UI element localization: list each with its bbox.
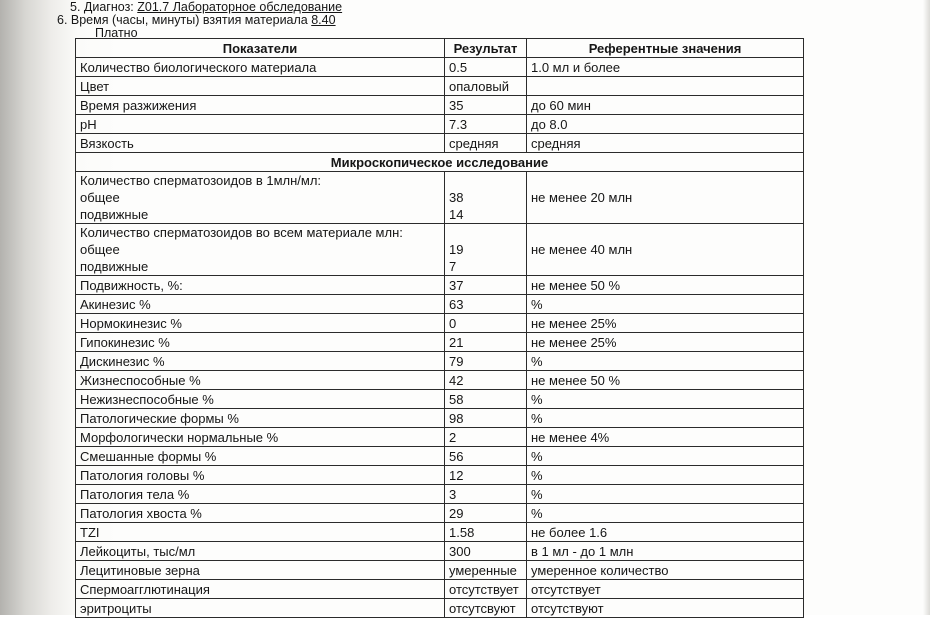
reference-cell — [527, 77, 804, 96]
result-cell: 79 — [445, 352, 527, 371]
table-row — [76, 523, 804, 542]
cell-line: 38 — [449, 190, 464, 205]
indicator-cell: Лецитиновые зерна — [76, 561, 445, 580]
table-row — [76, 466, 804, 485]
result-cell: отсутсвуют — [445, 599, 527, 618]
indicator-cell: pH — [76, 115, 445, 134]
reference-cell: не менее 40 млн — [527, 224, 804, 276]
indicator-cell: Акинезис % — [76, 295, 445, 314]
table-row — [76, 561, 804, 580]
indicator-cell: Цвет — [76, 77, 445, 96]
reference-cell: 1.0 мл и более — [527, 58, 804, 77]
reference-cell: % — [527, 409, 804, 428]
indicator-cell: Гипокинезис % — [76, 333, 445, 352]
material-time-line — [57, 14, 342, 27]
reference-cell: не менее 25% — [527, 314, 804, 333]
indicator-cell: Подвижность, %: — [76, 276, 445, 295]
result-cell: 98 — [445, 409, 527, 428]
reference-cell: отсутствует — [527, 580, 804, 599]
results-table-body — [76, 58, 804, 618]
indicator-cell: Нежизнеспособные % — [76, 390, 445, 409]
reference-cell: % — [527, 352, 804, 371]
reference-cell: % — [527, 466, 804, 485]
reference-cell: не более 1.6 — [527, 523, 804, 542]
indicator-cell: Патология хвоста % — [76, 504, 445, 523]
indicator-cell: Вязкость — [76, 134, 445, 153]
column-header-reference: Референтные значения — [527, 39, 804, 58]
table-row — [76, 134, 804, 153]
document-header — [57, 1, 342, 40]
table-row — [76, 58, 804, 77]
table-row — [76, 276, 804, 295]
indicator-cell: TZI — [76, 523, 445, 542]
result-cell: 56 — [445, 447, 527, 466]
indicator-cell: Жизнеспособные % — [76, 371, 445, 390]
reference-cell: % — [527, 447, 804, 466]
reference-cell: не менее 25% — [527, 333, 804, 352]
diagnosis-label: 5. Диагноз: — [70, 0, 134, 14]
reference-cell: не менее 4% — [527, 428, 804, 447]
table-row — [76, 333, 804, 352]
result-cell — [445, 224, 527, 276]
indicator-cell: Количество биологического материала — [76, 58, 445, 77]
table-header-row — [76, 39, 804, 58]
indicator-cell: Морфологически нормальные % — [76, 428, 445, 447]
result-cell: 300 — [445, 542, 527, 561]
reference-cell: до 8.0 — [527, 115, 804, 134]
result-cell: 7.3 — [445, 115, 527, 134]
reference-cell: % — [527, 485, 804, 504]
table-row — [76, 580, 804, 599]
result-cell: 12 — [445, 466, 527, 485]
diagnosis-value: Z01.7 Лабораторное обследование — [137, 0, 343, 14]
result-cell: 0 — [445, 314, 527, 333]
table-row — [76, 428, 804, 447]
column-header-indicators: Показатели — [76, 39, 445, 58]
table-row — [76, 390, 804, 409]
table-row — [76, 542, 804, 561]
section-header: Микроскопическое исследование — [76, 153, 804, 172]
result-cell: 58 — [445, 390, 527, 409]
table-row — [76, 352, 804, 371]
cell-line: общее — [80, 190, 120, 205]
reference-cell: не менее 50 % — [527, 371, 804, 390]
result-cell: средняя — [445, 134, 527, 153]
reference-cell: % — [527, 390, 804, 409]
result-cell: 1.58 — [445, 523, 527, 542]
cell-line — [449, 172, 522, 189]
result-cell: 0.5 — [445, 58, 527, 77]
indicator-cell: Лейкоциты, тыс/мл — [76, 542, 445, 561]
column-header-result: Результат — [445, 39, 527, 58]
result-cell: 42 — [445, 371, 527, 390]
table-row — [76, 314, 804, 333]
table-row — [76, 485, 804, 504]
table-row — [76, 96, 804, 115]
indicator-cell: Патологические формы % — [76, 409, 445, 428]
cell-line: Количество сперматозоидов во всем материале млн: — [80, 225, 403, 240]
indicator-cell: Спермоагглютинация — [76, 580, 445, 599]
reference-cell: умеренное количество — [527, 561, 804, 580]
reference-cell: средняя — [527, 134, 804, 153]
result-cell: 2 — [445, 428, 527, 447]
cell-line: общее — [80, 242, 120, 257]
reference-cell: отсутствуют — [527, 599, 804, 618]
indicator-cell: эритроциты — [76, 599, 445, 618]
result-cell — [445, 172, 527, 224]
table-row — [76, 224, 804, 276]
result-cell: 35 — [445, 96, 527, 115]
material-time-label: 6. Время (часы, минуты) взятия материала — [57, 12, 308, 27]
table-row — [76, 77, 804, 96]
reference-cell: % — [527, 504, 804, 523]
reference-cell: до 60 мин — [527, 96, 804, 115]
indicator-cell: Нормокинезис % — [76, 314, 445, 333]
table-row — [76, 409, 804, 428]
results-table — [75, 38, 804, 618]
table-row — [76, 504, 804, 523]
table-row — [76, 447, 804, 466]
indicator-cell: Смешанные формы % — [76, 447, 445, 466]
reference-cell: не менее 20 млн — [527, 172, 804, 224]
result-cell: 3 — [445, 485, 527, 504]
cell-line: 7 — [449, 259, 457, 274]
cell-line: Количество сперматозоидов в 1млн/мл: — [80, 173, 322, 188]
result-cell: 37 — [445, 276, 527, 295]
result-cell: 63 — [445, 295, 527, 314]
reference-cell: % — [527, 295, 804, 314]
reference-cell: не менее 50 % — [527, 276, 804, 295]
result-cell: опаловый — [445, 77, 527, 96]
cell-line: подвижные — [80, 207, 149, 222]
table-row — [76, 115, 804, 134]
material-time-value: 8.40 — [311, 12, 336, 27]
table-row — [76, 371, 804, 390]
result-cell: 29 — [445, 504, 527, 523]
table-row — [76, 172, 804, 224]
indicator-cell — [76, 224, 445, 276]
table-row — [76, 153, 804, 172]
result-cell: умеренные — [445, 561, 527, 580]
reference-cell: в 1 мл - до 1 млн — [527, 542, 804, 561]
indicator-cell: Патология головы % — [76, 466, 445, 485]
payment-type-label: Платно — [95, 26, 138, 40]
indicator-cell: Время разжижения — [76, 96, 445, 115]
table-row — [76, 295, 804, 314]
cell-line: подвижные — [80, 259, 149, 274]
indicator-cell — [76, 172, 445, 224]
result-cell: 21 — [445, 333, 527, 352]
cell-line: 14 — [449, 207, 464, 222]
cell-line — [449, 224, 522, 241]
result-cell: отсутствует — [445, 580, 527, 599]
cell-line: 19 — [449, 242, 464, 257]
indicator-cell: Дискинезис % — [76, 352, 445, 371]
indicator-cell: Патология тела % — [76, 485, 445, 504]
